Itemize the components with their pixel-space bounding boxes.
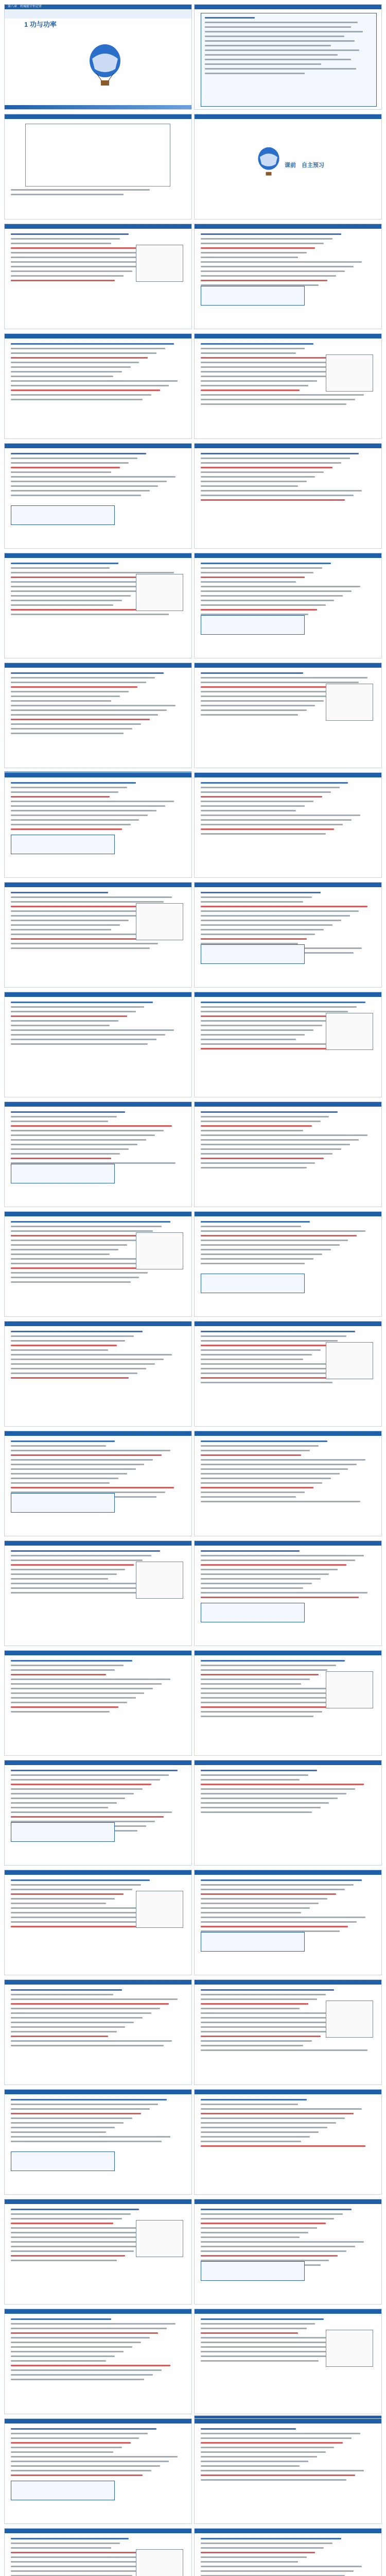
content-slide — [4, 2418, 192, 2524]
content-slide — [4, 224, 192, 329]
content-slide — [194, 1101, 382, 1207]
content-slide — [4, 2528, 192, 2576]
content-slide — [4, 772, 192, 878]
content-slide — [4, 2199, 192, 2304]
content-slide — [194, 2528, 382, 2576]
section-title: 课前 自主预习 — [285, 162, 324, 168]
content-slide — [194, 443, 382, 549]
content-slide — [4, 1431, 192, 1536]
content-slide — [4, 1101, 192, 1207]
content-slide — [4, 1870, 192, 1975]
content-slide — [4, 882, 192, 988]
hot-air-balloon-icon — [256, 145, 281, 181]
content-slide — [4, 1211, 192, 1317]
content-slide — [194, 2199, 382, 2304]
content-slide — [4, 333, 192, 439]
content-slide — [194, 772, 382, 878]
content-slide — [194, 1540, 382, 1646]
content-slide — [194, 1321, 382, 1427]
chapter-tag: 第八章 机械能守恒定律 — [8, 5, 42, 8]
content-slide — [194, 553, 382, 658]
content-slide — [4, 992, 192, 1097]
content-slide — [194, 882, 382, 988]
content-slide — [4, 2309, 192, 2414]
content-slide — [4, 1321, 192, 1427]
content-slide — [194, 1211, 382, 1317]
content-slide — [194, 1431, 382, 1536]
content-slide — [194, 1979, 382, 2085]
content-slide — [4, 1540, 192, 1646]
content-slide — [4, 1760, 192, 1866]
hot-air-balloon-icon — [87, 43, 123, 92]
content-slide — [194, 1650, 382, 1756]
content-slide — [4, 663, 192, 768]
content-slide — [194, 992, 382, 1097]
content-slide — [194, 1870, 382, 1975]
content-slide — [194, 2418, 382, 2524]
content-slide — [4, 553, 192, 658]
content-slide — [4, 443, 192, 549]
lesson-title: 1 功与功率 — [24, 21, 57, 28]
content-slide — [194, 224, 382, 329]
slide-cover — [4, 4, 192, 110]
content-slide — [194, 1760, 382, 1866]
content-slide — [194, 2089, 382, 2195]
content-slide — [194, 2309, 382, 2414]
slide-header — [5, 5, 191, 9]
content-slide — [194, 333, 382, 439]
content-slide — [4, 1650, 192, 1756]
slide-section-self-study — [194, 114, 382, 219]
slide-objectives — [194, 4, 382, 110]
content-slide — [4, 1979, 192, 2085]
content-slide — [4, 2089, 192, 2195]
slide-knowledge-map — [4, 114, 192, 219]
content-slide — [194, 663, 382, 768]
